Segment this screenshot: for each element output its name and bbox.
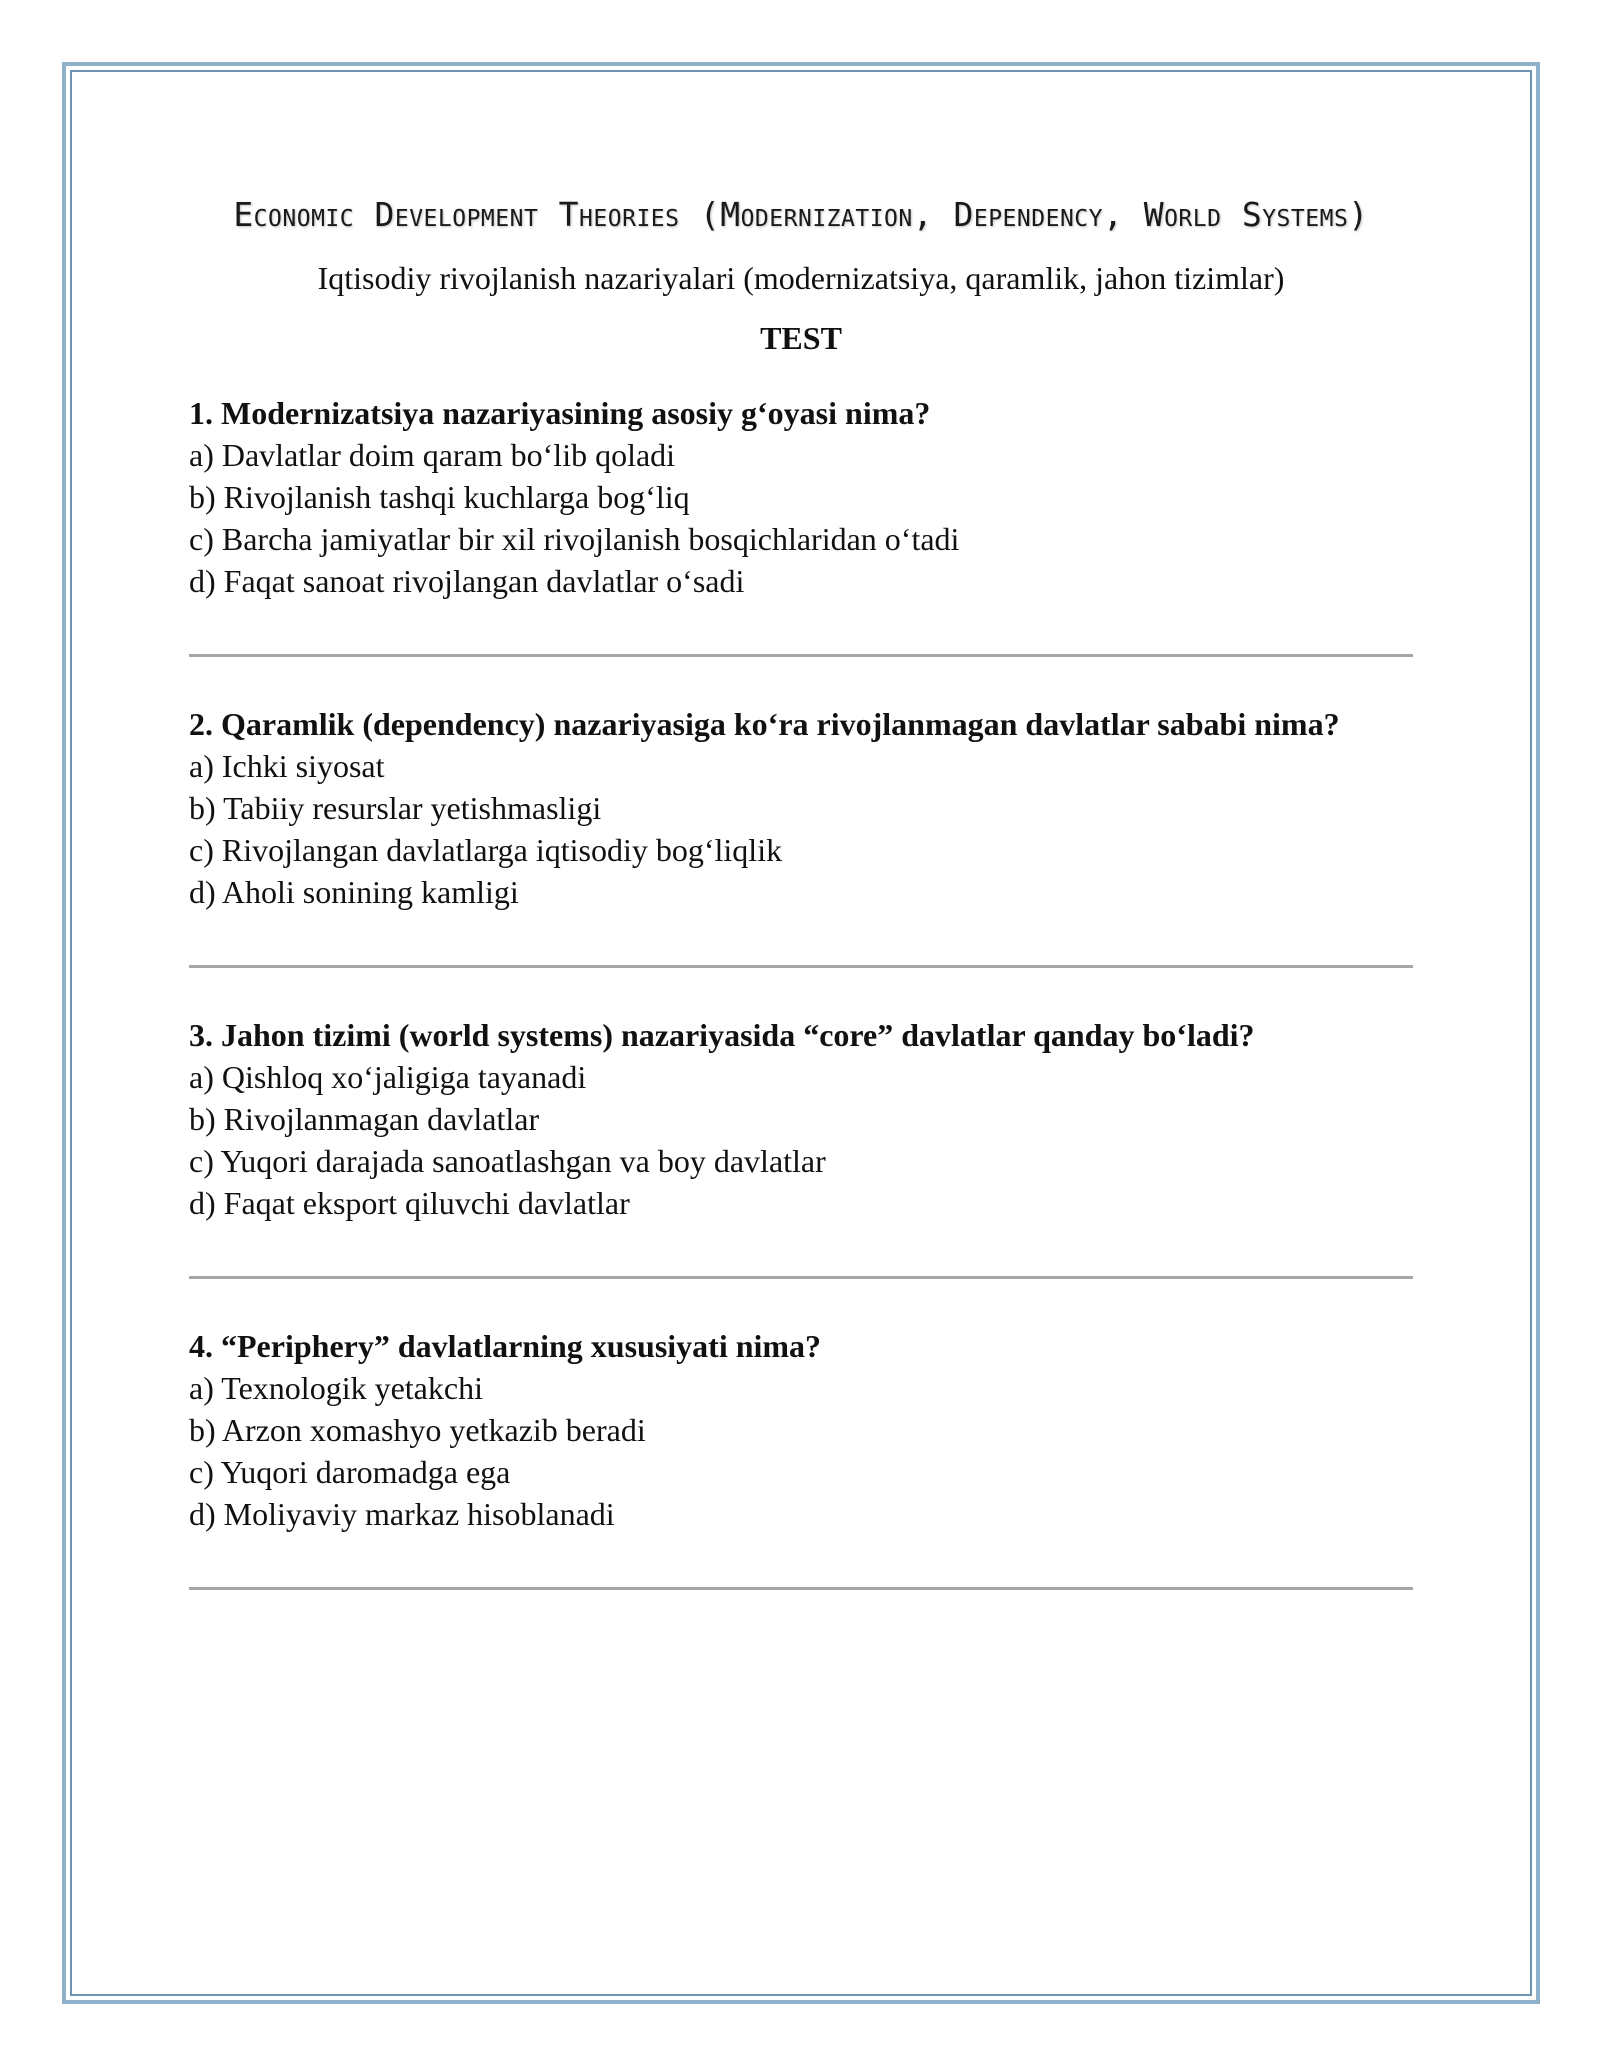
question-text: 4. “Periphery” davlatlarning xususiyati nima? <box>189 1328 822 1364</box>
answer-option-d: d) Faqat sanoat rivojlangan davlatlar o‘sadi <box>189 563 745 599</box>
answer-option-c: c) Yuqori daromadga ega <box>189 1454 511 1490</box>
question-divider <box>189 965 1413 968</box>
question-text: 2. Qaramlik (dependency) nazariyasiga ko‘ra rivojlanmagan davlatlar sababi nima? <box>189 706 1340 742</box>
answer-option-c: c) Rivojlangan davlatlarga iqtisodiy bog‘liqlik <box>189 832 783 868</box>
question-divider <box>189 1587 1413 1590</box>
question-2 <box>189 703 1413 913</box>
question-1 <box>189 392 1413 602</box>
answer-option-b: b) Arzon xomashyo yetkazib beradi <box>189 1412 646 1448</box>
answer-option-b: b) Rivojlanish tashqi kuchlarga bog‘liq <box>189 479 690 515</box>
document-title: Economic Development Theories (Modernization, Dependency, World Systems) <box>233 195 1369 234</box>
question-divider <box>189 1276 1413 1279</box>
question-text: 3. Jahon tizimi (world systems) nazariyasida “core” davlatlar qanday bo‘ladi? <box>189 1017 1255 1053</box>
answer-option-d: d) Aholi sonining kamligi <box>189 874 519 910</box>
question-3 <box>189 1014 1413 1224</box>
question-4 <box>189 1325 1413 1535</box>
answer-option-a: a) Texnologik yetakchi <box>189 1370 483 1406</box>
document-body <box>189 190 1413 1636</box>
answer-option-b: b) Tabiiy resurslar yetishmasligi <box>189 790 602 826</box>
answer-option-a: a) Ichki siyosat <box>189 748 385 784</box>
answer-option-b: b) Rivojlanmagan davlatlar <box>189 1101 540 1137</box>
answer-option-d: d) Faqat eksport qiluvchi davlatlar <box>189 1185 630 1221</box>
answer-option-d: d) Moliyaviy markaz hisoblanadi <box>189 1496 615 1532</box>
test-label: TEST <box>760 320 842 356</box>
question-text: 1. Modernizatsiya nazariyasining asosiy g‘oyasi nima? <box>189 395 931 431</box>
answer-option-a: a) Davlatlar doim qaram bo‘lib qoladi <box>189 437 676 473</box>
answer-option-a: a) Qishloq xo‘jaligiga tayanadi <box>189 1059 587 1095</box>
answer-option-c: c) Yuqori darajada sanoatlashgan va boy davlatlar <box>189 1143 826 1179</box>
question-divider <box>189 654 1413 657</box>
document-subtitle: Iqtisodiy rivojlanish nazariyalari (modernizatsiya, qaramlik, jahon tizimlar) <box>317 260 1285 296</box>
answer-option-c: c) Barcha jamiyatlar bir xil rivojlanish bosqichlaridan o‘tadi <box>189 521 960 557</box>
